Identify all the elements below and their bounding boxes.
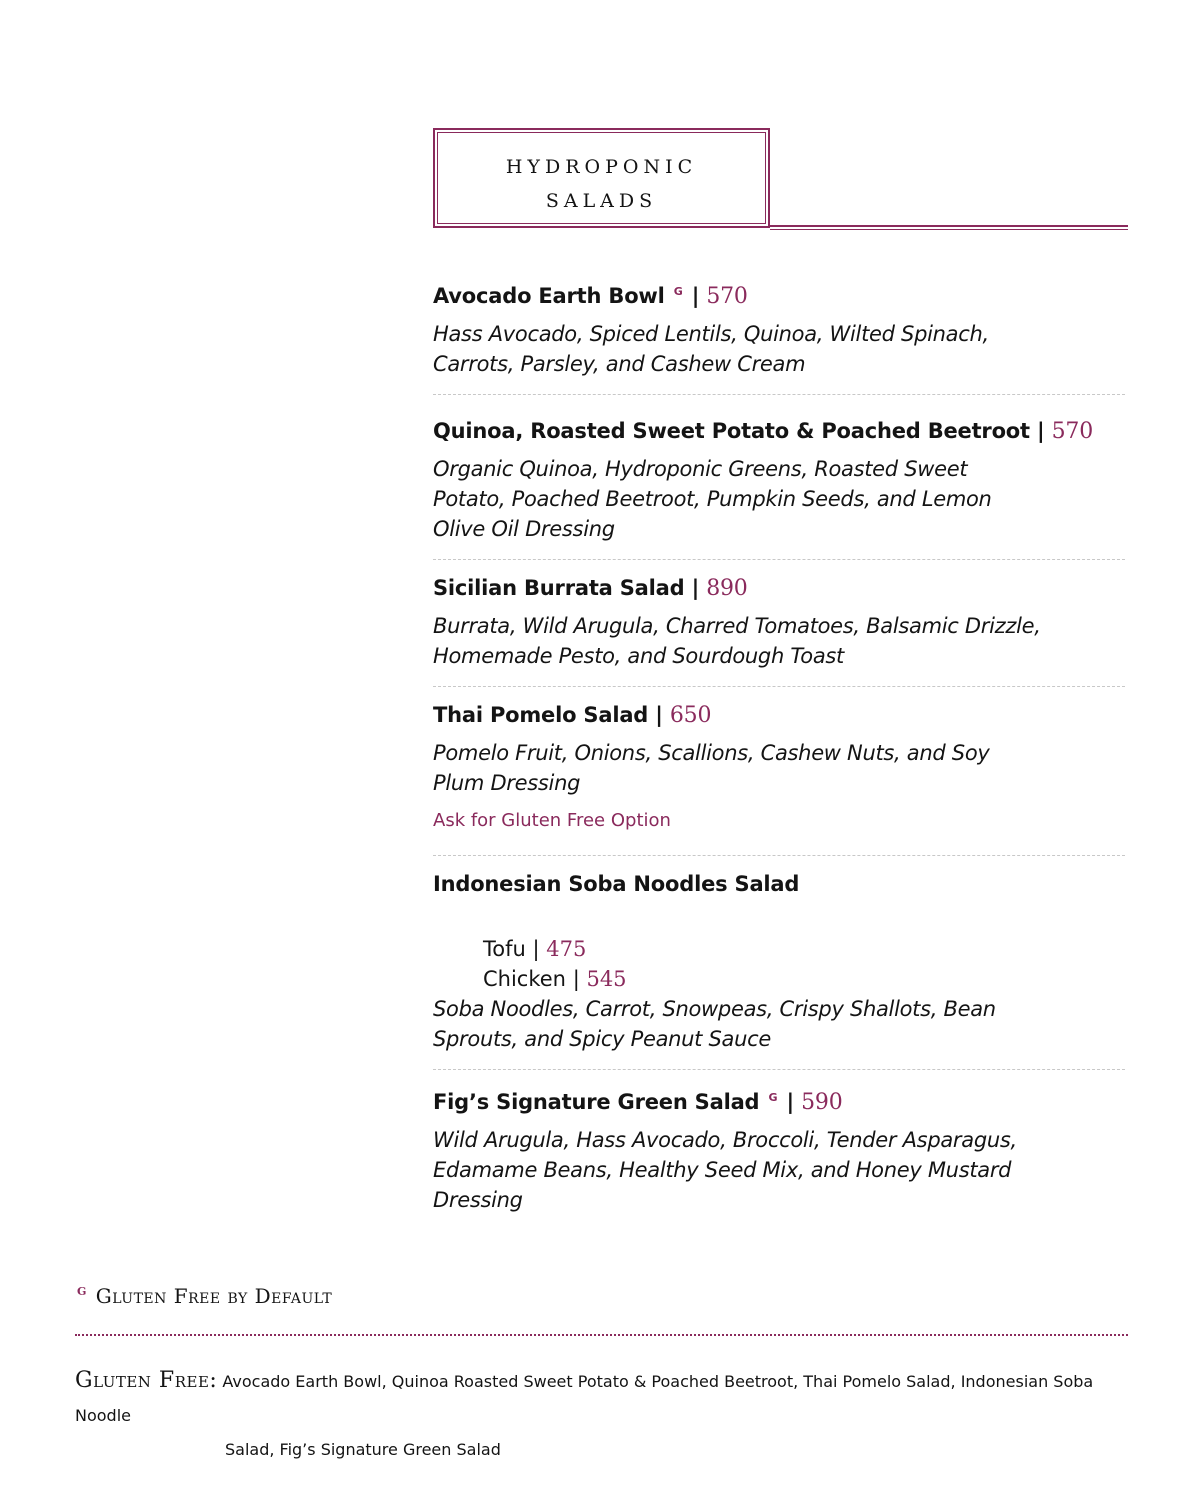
menu-item-price: 570 — [1051, 419, 1094, 444]
menu-item-price: 570 — [706, 284, 748, 309]
menu-item-variant — [433, 934, 1133, 964]
item-divider — [433, 1069, 1125, 1070]
price-separator: | — [532, 937, 540, 961]
menu-item-title — [433, 1078, 1133, 1123]
gluten-free-items-line2: Salad, Fig’s Signature Green Salad — [225, 1440, 501, 1459]
menu-item — [433, 695, 1133, 831]
item-divider — [433, 559, 1125, 560]
price-separator: | — [655, 703, 663, 727]
menu-item-name: Sicilian Burrata Salad — [433, 576, 685, 600]
menu-item-price: 890 — [706, 576, 748, 601]
price-separator: | — [1037, 419, 1045, 443]
gluten-free-label: Gluten Free: — [75, 1368, 218, 1393]
menu-item-description: Wild Arugula, Hass Avocado, Broccoli, Tender Asparagus, Edamame Beans, Healthy Seed Mix, and Honey Mustard Dressing — [433, 1128, 1017, 1212]
gluten-free-mark: G — [673, 285, 683, 298]
menu-item — [433, 272, 1133, 379]
gluten-free-items-line1: Avocado Earth Bowl, Quinoa Roasted Sweet Potato & Poached Beetroot, Thai Pomelo Salad, Indonesian Soba Noodle — [75, 1372, 1094, 1425]
menu-item-variant — [433, 964, 1133, 994]
menu-item-name: Fig’s Signature Green Salad — [433, 1090, 760, 1114]
item-divider — [433, 394, 1125, 395]
menu-item-name: Avocado Earth Bowl — [433, 284, 665, 308]
menu-item-note: Ask for Gluten Free Option — [433, 810, 671, 831]
item-divider — [433, 855, 1125, 856]
menu-item-title — [433, 272, 1133, 317]
legend-text: Gluten Free by Default — [95, 1284, 333, 1308]
footer-divider — [75, 1334, 1128, 1336]
menu-item — [433, 864, 1133, 1054]
price-separator: | — [691, 284, 700, 308]
menu-item-description: Burrata, Wild Arugula, Charred Tomatoes, Balsamic Drizzle, Homemade Pesto, and Sourdough Toast — [433, 614, 1041, 668]
menu-item-title — [433, 695, 1133, 736]
header-rule — [770, 225, 1128, 227]
menu-item-title — [433, 864, 1133, 904]
menu-item-price: 650 — [669, 703, 712, 728]
menu-item-name: Thai Pomelo Salad — [433, 703, 649, 727]
price-separator: | — [691, 576, 700, 600]
menu-item-title — [433, 568, 1133, 609]
menu-item-price: 590 — [801, 1090, 843, 1115]
variant-label: Tofu — [483, 937, 526, 961]
section-title — [435, 150, 768, 218]
section-title-line2: SALADS — [545, 190, 658, 212]
menu-item-description: Soba Noodles, Carrot, Snowpeas, Crispy Shallots, Bean Sprouts, and Spicy Peanut Sauce — [433, 997, 996, 1051]
price-separator: | — [572, 967, 580, 991]
menu-item — [433, 1078, 1133, 1215]
section-header-box — [433, 128, 770, 228]
menu-item — [433, 411, 1133, 544]
gluten-free-mark: G — [768, 1091, 778, 1104]
menu-item-description: Organic Quinoa, Hydroponic Greens, Roasted Sweet Potato, Poached Beetroot, Pumpkin Seeds, and Lemon Olive Oil Dressing — [433, 457, 992, 541]
menu-item — [433, 568, 1133, 671]
section-title-line1: HYDROPONIC — [505, 156, 698, 178]
variant-price: 475 — [546, 937, 587, 961]
menu-list — [433, 272, 1133, 1215]
gluten-free-legend — [75, 1284, 332, 1308]
menu-item-description: Hass Avocado, Spiced Lentils, Quinoa, Wilted Spinach, Carrots, Parsley, and Cashew Cream — [433, 322, 989, 376]
menu-item-name: Indonesian Soba Noodles Salad — [433, 872, 800, 896]
legend-mark: G — [77, 1285, 87, 1299]
variant-label: Chicken — [483, 967, 566, 991]
menu-item-description: Pomelo Fruit, Onions, Scallions, Cashew Nuts, and Soy Plum Dressing — [433, 741, 990, 795]
item-divider — [433, 686, 1125, 687]
menu-item-title — [433, 411, 1133, 452]
price-separator: | — [786, 1090, 794, 1114]
variant-price: 545 — [586, 967, 627, 991]
menu-item-name: Quinoa, Roasted Sweet Potato & Poached Beetroot — [433, 419, 1030, 443]
gluten-free-list — [75, 1364, 1125, 1467]
